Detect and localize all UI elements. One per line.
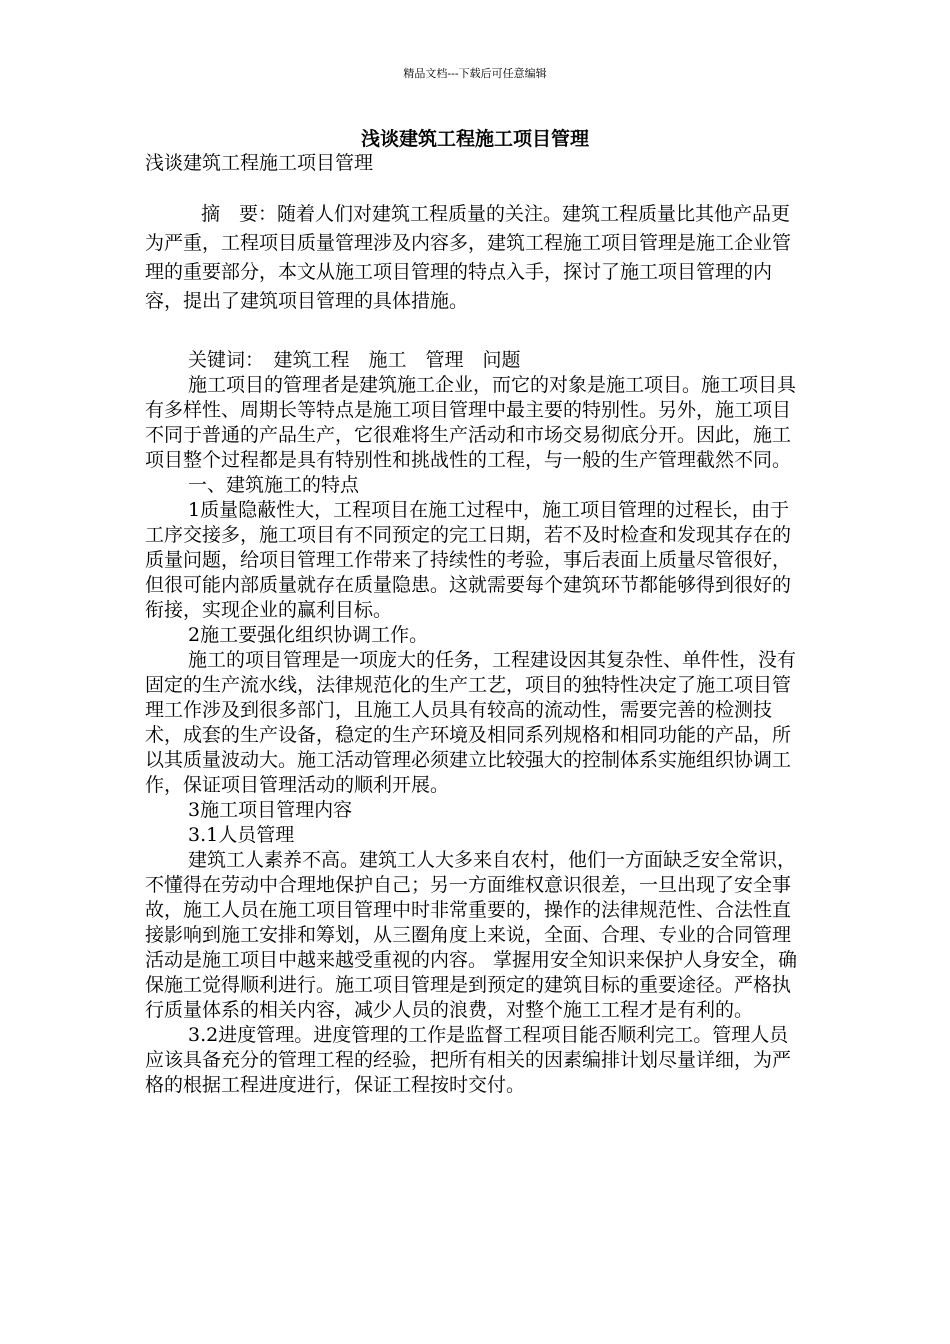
body-text: [145, 348, 805, 1098]
body-paragraph: 施工的项目管理是一项庞大的任务，工程建设因其复杂性、单件性，没有固定的生产流水线，法律规范化的生产工艺，项目的独特性决定了施工项目管理工作涉及到很多部门，且施工人员具有较高的流动性，需要完善的检测技术，成套的生产设备，稳定的生产环境及相同系列规格和相同功能的产品，所以其质量波动大。施工活动管理必须建立比较强大的控制体系实施组织协调工作，保证项目管理活动的顺利开展。: [145, 649, 797, 796]
document-subtitle: 浅谈建筑工程施工项目管理: [145, 152, 374, 174]
body-paragraph: 3.2进度管理。进度管理的工作是监督工程项目能否顺利完工。管理人员应该具备充分的管理工程的经验，把所有相关的因素编排计划尽量详细，为严格的根据工程进度进行，保证工程按时交付。: [145, 1024, 792, 1096]
subsection-heading: 3.1人员管理: [188, 824, 295, 846]
keywords-paragraph: 关键词： 建筑工程 施工 管理 问题: [188, 349, 521, 371]
section-heading: 一、建筑施工的特点: [188, 474, 360, 496]
page-header: 精品文档---下载后可任意编辑: [403, 67, 547, 80]
abstract-paragraph: 摘 要：随着人们对建筑工程质量的关注。建筑工程质量比其他产品更为严重，工程项目质量管理涉及内容多，建筑工程施工项目管理是施工企业管理的重要部分，本文从施工项目管理的特点入手，探讨了施工项目管理的内容，提出了建筑项目管理的具体措施。: [145, 203, 792, 312]
body-paragraph: 1质量隐蔽性大，工程项目在施工过程中，施工项目管理的过程长，由于工序交接多，施工项目有不同预定的完工日期，若不及时检查和发现其存在的质量问题，给项目管理工作带来了持续性的考验，事后表面上质量尽管很好，但很可能内部质量就存在质量隐患。这就需要每个建筑环节都能够得到很好的衔接，实现企业的赢利目标。: [145, 499, 792, 621]
section-heading: 2施工要强化组织协调工作。: [188, 624, 429, 646]
section-heading: 3施工项目管理内容: [188, 799, 353, 821]
document-title: 浅谈建筑工程施工项目管理: [360, 128, 589, 150]
body-paragraph: 施工项目的管理者是建筑施工企业，而它的对象是施工项目。施工项目具有多样性、周期长等特点是施工项目管理中最主要的特别性。另外，施工项目不同于普通的产品生产，它很难将生产活动和市场交易彻底分开。因此，施工项目整个过程都是具有特别性和挑战性的工程，与一般的生产管理截然不同。: [145, 374, 797, 471]
body-paragraph: 建筑工人素养不高。建筑工人大多来自农村，他们一方面缺乏安全常识，不懂得在劳动中合理地保护自己；另一方面维权意识很差，一旦出现了安全事故，施工人员在施工项目管理中时非常重要的，操作的法律规范性、合法性直接影响到施工安排和筹划，从三圈角度上来说，全面、合理、专业的合同管理活动是施工项目中越来越受重视的内容。 掌握用安全知识来保护人身安全，确保施工觉得顺利进行。施工项目管理是到预定的建筑目标的重要途径。严格执行质量体系的相关内容，减少人员的浪费，对整个施工工程才是有利的。: [145, 849, 798, 1021]
